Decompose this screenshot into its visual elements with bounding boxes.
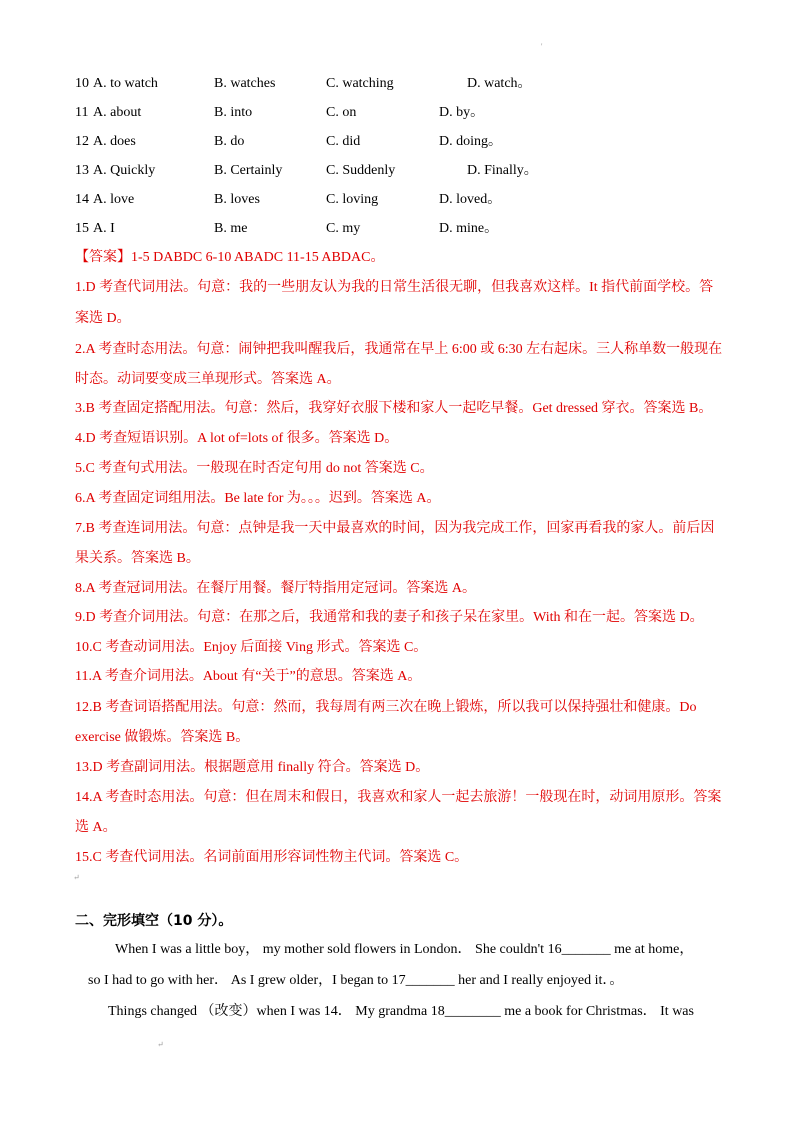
explanation-line: 15.C 考查代词用法。名词前面用形容词性物主代词。答案选 C。 xyxy=(75,850,469,865)
explanation-line: 果关系。答案选 B。 xyxy=(75,551,200,566)
explanation-line: 选 A。 xyxy=(75,820,117,835)
option-b: B. Certainly xyxy=(214,163,283,178)
option-d: D. mine。 xyxy=(439,221,499,236)
option-a: A. about xyxy=(93,105,142,120)
option-b: B. me xyxy=(214,221,248,236)
question-number: 12 xyxy=(75,134,89,149)
option-d: D. loved。 xyxy=(439,192,502,207)
option-b: B. watches xyxy=(214,76,276,91)
option-c: C. Suddenly xyxy=(326,163,396,178)
explanation-line: 2.A 考查时态用法。句意：闹钟把我叫醒我后，我通常在早上 6:00 或 6:30 左右起床。三人称单数一般现在 xyxy=(75,342,723,357)
option-c: C. watching xyxy=(326,76,394,91)
explanation-line: exercise 做锻炼。答案选 B。 xyxy=(75,730,250,745)
option-b: B. loves xyxy=(214,192,260,207)
explanation-line: 时态。动词要变成三单现形式。答案选 A。 xyxy=(75,372,341,387)
option-d: D. doing。 xyxy=(439,134,502,149)
explanation-line: 11.A 考查介词用法。About 有“关于”的意思。答案选 A。 xyxy=(75,669,422,684)
passage-line: so I had to go with her． As I grew older，I began to 17_______ her and I really enjoyed it．。 xyxy=(88,973,624,988)
page-mark-top: ' xyxy=(541,42,543,51)
option-d: D. by。 xyxy=(439,105,485,120)
option-d: D. watch。 xyxy=(467,76,532,91)
question-number: 10 xyxy=(75,76,89,91)
page-mark-bottom: ↵ xyxy=(157,1040,164,1049)
explanation-line: 8.A 考查冠词用法。在餐厅用餐。餐厅特指用定冠词。答案选 A。 xyxy=(75,581,476,596)
option-b: B. do xyxy=(214,134,245,149)
answer-key: 【答案】1-5 DABDC 6-10 ABADC 11-15 ABDAC。 xyxy=(75,250,385,265)
explanation-line: 9.D 考查介词用法。句意：在那之后，我通常和我的妻子和孩子呆在家里。With 和在一起。答案选 D。 xyxy=(75,610,704,625)
option-a: A. love xyxy=(93,192,135,207)
explanation-line: 1.D 考查代词用法。句意：我的一些朋友认为我的日常生活很无聊，但我喜欢这样。It 指代前面学校。答 xyxy=(75,280,714,295)
explanation-line: 14.A 考查时态用法。句意：但在周末和假日，我喜欢和家人一起去旅游！一般现在时，动词用原形。答案 xyxy=(75,790,722,805)
option-d: D. Finally。 xyxy=(467,163,538,178)
passage-line: When I was a little boy， my mother sold flowers in London． She couldn't 16_______ me at home， xyxy=(115,942,694,957)
option-c: C. loving xyxy=(326,192,379,207)
question-number: 13 xyxy=(75,163,89,178)
question-number: 14 xyxy=(75,192,89,207)
explanation-line: 10.C 考查动词用法。Enjoy 后面接 Ving 形式。答案选 C。 xyxy=(75,640,428,655)
option-c: C. did xyxy=(326,134,361,149)
option-c: C. my xyxy=(326,221,361,236)
explanation-line: 4.D 考查短语识别。A lot of=lots of 很多。答案选 D。 xyxy=(75,431,399,446)
explanation-line: 12.B 考查词语搭配用法。句意：然而，我每周有两三次在晚上锻炼，所以我可以保持强壮和健康。Do xyxy=(75,700,697,715)
option-a: A. to watch xyxy=(93,76,158,91)
question-number: 15 xyxy=(75,221,89,236)
section-title: 二、完形填空（10 分）。 xyxy=(75,913,233,929)
option-b: B. into xyxy=(214,105,253,120)
question-number: 11 xyxy=(75,105,89,120)
explanation-line: 6.A 考查固定词组用法。Be late for 为。。。迟到。答案选 A。 xyxy=(75,491,441,506)
explanation-line: 3.B 考查固定搭配用法。句意：然后，我穿好衣服下楼和家人一起吃早餐。Get dressed 穿衣。答案选 B。 xyxy=(75,401,713,416)
explanation-line: 案选 D。 xyxy=(75,311,131,326)
explanation-line: 7.B 考查连词用法。句意：点钟是我一天中最喜欢的时间，因为我完成工作，回家再看我的家人。前后因 xyxy=(75,521,715,536)
option-a: A. does xyxy=(93,134,136,149)
passage-line: Things changed （改变）when I was 14． My grandma 18________ me a book for Christmas． It was xyxy=(108,1004,694,1019)
explanation-line: 13.D 考查副词用法。根据题意用 finally 符合。答案选 D。 xyxy=(75,760,430,775)
paragraph-mark: ↵ xyxy=(73,873,80,882)
option-a: A. Quickly xyxy=(93,163,156,178)
option-c: C. on xyxy=(326,105,357,120)
option-a: A. I xyxy=(93,221,115,236)
explanation-line: 5.C 考查句式用法。一般现在时否定句用 do not 答案选 C。 xyxy=(75,461,434,476)
